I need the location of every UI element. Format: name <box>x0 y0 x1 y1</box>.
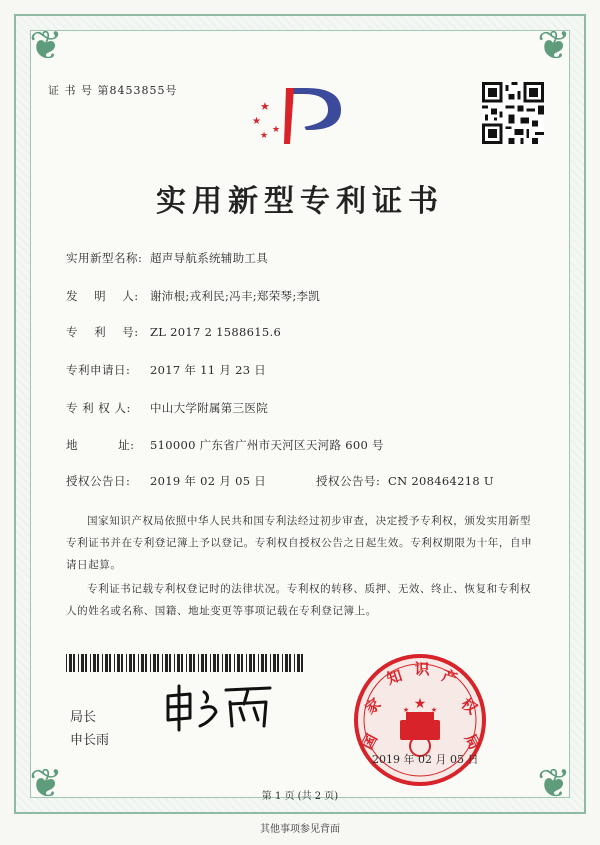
signer-name: 申长雨 <box>70 733 110 748</box>
field-value: 中山大学附属第三医院 <box>150 401 268 415</box>
field-value: ZL 2017 2 1588615.6 <box>150 325 282 339</box>
page-number: 第 1 页 (共 2 页) <box>261 791 339 802</box>
certificate-title: 实用新型专利证书 <box>156 184 444 219</box>
field-patentee <box>66 400 268 416</box>
svg-text:家: 家 <box>361 694 385 718</box>
cnipa-logo-icon <box>246 80 356 150</box>
field-patent-number <box>66 324 281 340</box>
field-value: 510000 广东省广州市天河区天河路 600 号 <box>150 438 384 452</box>
field-label: 发 明 人: <box>66 289 139 303</box>
certificate-number: 证 书 号 第8453855号 <box>48 84 178 97</box>
svg-text:产: 产 <box>439 666 460 689</box>
svg-text:识: 识 <box>414 660 430 678</box>
field-utility-model-name <box>66 250 268 266</box>
field-label: 地 址: <box>66 438 135 452</box>
svg-text:国: 国 <box>358 730 382 753</box>
qr-code-icon <box>482 82 544 144</box>
signer-title: 局长 <box>70 710 97 725</box>
field-grant-date <box>66 473 266 489</box>
field-label: 专利申请日: <box>66 363 131 377</box>
footer-note: 其他事项参见背面 <box>260 824 340 835</box>
field-label: 实用新型名称: <box>66 251 143 265</box>
field-label: 授权公告日: <box>66 474 131 488</box>
svg-text:局: 局 <box>460 730 484 753</box>
corner-ornament-icon: ❦ <box>29 761 63 807</box>
corner-ornament-icon: ❦ <box>537 23 571 69</box>
corner-ornament-icon: ❦ <box>29 23 63 69</box>
svg-text:知: 知 <box>384 666 405 689</box>
corner-ornament-icon: ❦ <box>537 761 571 807</box>
seal-date: 2019 年 02 月 05 日 <box>372 753 479 766</box>
field-label: 专 利 号: <box>66 325 139 339</box>
statement-paragraph: 国家知识产权局依照中华人民共和国专利法经过初步审查，决定授予专利权，颁发实用新型专利证书并在专利登记簿上予以登记。专利权自授权公告之日起生效。专利权期限为十年，自申请日起算。 <box>66 515 533 571</box>
field-label: 授权公告号: <box>316 474 381 488</box>
field-grant-number <box>316 473 494 489</box>
legal-status-paragraph: 专利证书记载专利权登记时的法律状况。专利权的转移、质押、无效、终止、恢复和专利权人的姓名或名称、国籍、地址变更等事项记载在专利登记簿上。 <box>66 583 531 617</box>
official-seal <box>350 650 490 790</box>
field-label: 专 利 权 人: <box>66 401 131 415</box>
field-value: 2019 年 02 月 05 日 <box>150 474 267 488</box>
field-value: 谢沛根;戎利民;冯丰;郑荣琴;李凯 <box>150 289 321 303</box>
svg-text:★: ★ <box>430 706 438 714</box>
svg-text:★: ★ <box>402 706 410 714</box>
field-address <box>66 437 384 453</box>
field-inventors <box>66 288 320 304</box>
field-value: CN 208464218 U <box>388 474 494 488</box>
field-value: 超声导航系统辅助工具 <box>150 251 268 265</box>
svg-text:★: ★ <box>252 116 261 127</box>
field-application-date <box>66 362 266 378</box>
field-value: 2017 年 11 月 23 日 <box>150 363 267 377</box>
svg-text:权: 权 <box>457 694 481 718</box>
barcode-icon <box>66 654 304 672</box>
handwritten-signature <box>160 682 280 732</box>
svg-text:★: ★ <box>260 131 269 141</box>
svg-text:★: ★ <box>272 125 281 135</box>
svg-text:★: ★ <box>413 696 427 712</box>
svg-text:★: ★ <box>260 100 270 113</box>
